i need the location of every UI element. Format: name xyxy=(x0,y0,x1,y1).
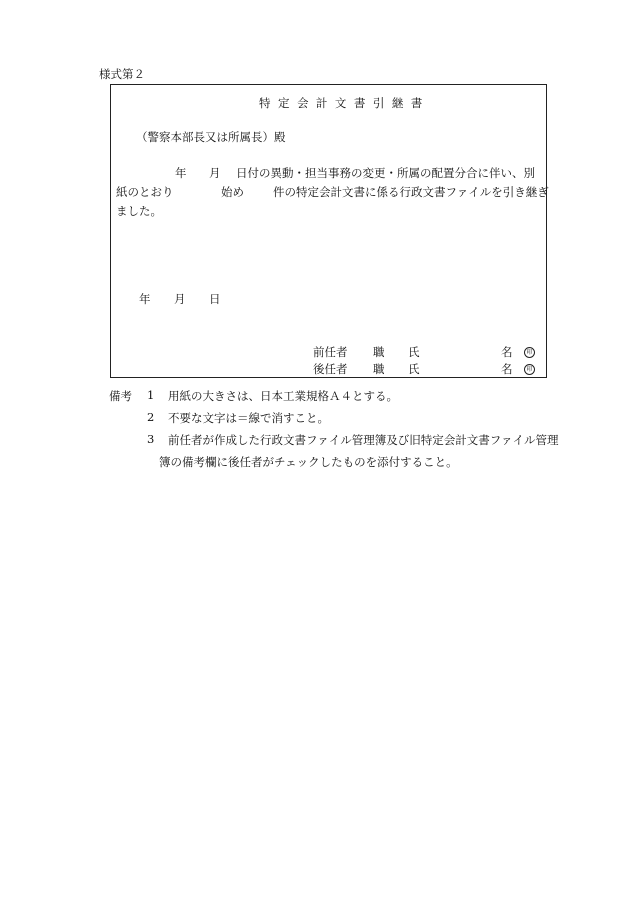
document-title: 特定会計文書引継書 xyxy=(259,96,430,110)
note-text: 不要な文字は＝線で消すこと。 xyxy=(168,411,329,425)
form-label: 様式第２ xyxy=(99,67,145,81)
predecessor-mei: 名 xyxy=(501,345,513,359)
note-number: 2 xyxy=(147,410,155,424)
successor-post: 職 xyxy=(373,362,385,376)
date-day: 日 xyxy=(209,292,221,306)
successor-uji: 氏 xyxy=(408,362,420,376)
note-number: 1 xyxy=(147,388,155,402)
predecessor-label: 前任者 xyxy=(313,345,348,359)
successor-mei: 名 xyxy=(501,362,513,376)
successor-seal-icon: 印 xyxy=(524,361,535,375)
predecessor-seal-icon: 印 xyxy=(524,344,535,358)
predecessor-post: 職 xyxy=(373,345,385,359)
note-text: 用紙の大きさは、日本工業規格Ａ４とする。 xyxy=(168,389,398,403)
predecessor-uji: 氏 xyxy=(408,345,420,359)
notes-label: 備考 xyxy=(109,389,132,403)
body-line1: 日付の異動・担当事務の変更・所属の配置分合に伴い、別 xyxy=(236,166,535,180)
body-line2: 件の特定会計文書に係る行政文書ファイルを引き継ぎ xyxy=(273,185,549,199)
addressee: （警察本部長又は所属長）殿 xyxy=(136,130,286,144)
note-text-continued: 簿の備考欄に後任者がチェックしたものを添付すること。 xyxy=(159,455,458,469)
body-line2-start: 紙のとおり xyxy=(116,185,174,199)
note-number: 3 xyxy=(147,432,155,446)
note-text: 前任者が作成した行政文書ファイル管理簿及び旧特定会計文書ファイル管理 xyxy=(168,433,559,447)
form-box xyxy=(110,84,547,378)
date-year: 年 xyxy=(139,292,151,306)
body-start: 始め xyxy=(221,185,244,199)
body-year: 年 xyxy=(175,166,187,180)
successor-label: 後任者 xyxy=(313,362,348,376)
body-line3: ました。 xyxy=(116,204,162,218)
date-month: 月 xyxy=(174,292,186,306)
body-month: 月 xyxy=(209,166,221,180)
